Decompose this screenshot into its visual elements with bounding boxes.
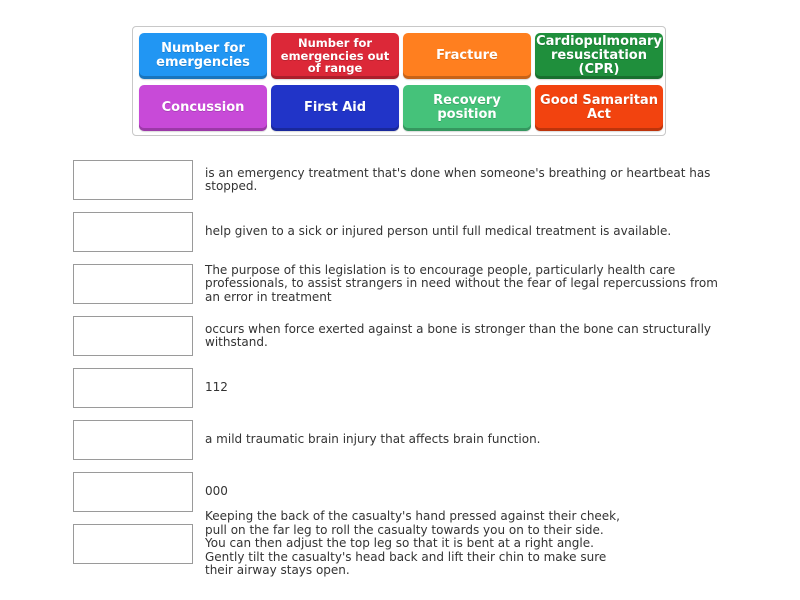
tile-fracture[interactable]: Fracture [403, 33, 531, 79]
match-row [73, 368, 753, 408]
drop-zone[interactable] [73, 160, 193, 200]
match-row [73, 264, 753, 304]
definition-text: 000 [205, 484, 228, 499]
match-row [73, 509, 753, 578]
tile-recovery-position[interactable]: Recovery position [403, 85, 531, 131]
drop-zone[interactable] [73, 368, 193, 408]
definition-text: 112 [205, 380, 228, 395]
drop-zone[interactable] [73, 212, 193, 252]
drop-zone[interactable] [73, 264, 193, 304]
definition-text: a mild traumatic brain injury that affects brain function. [205, 432, 541, 447]
drop-zone[interactable] [73, 420, 193, 460]
definition-text: Keeping the back of the casualty's hand pressed against their cheek, pull on the far leg to roll the casualty towards you on to their side. You can then adjust the top leg so that it is bent at a right angle. Gently tilt the casualty's head back and lift their chin to make sure their airway stays open. [205, 509, 620, 578]
definition-text: help given to a sick or injured person until full medical treatment is available. [205, 224, 672, 239]
drop-zone[interactable] [73, 316, 193, 356]
definition-text: The purpose of this legislation is to encourage people, particularly health care professionals, to assist strangers in need without the fear of legal repercussions from an error in treatment [205, 262, 718, 304]
tile-cpr[interactable]: Cardiopulmonary resuscitation (CPR) [536, 34, 662, 77]
match-row [73, 212, 753, 252]
tile-concussion[interactable]: Concussion [139, 85, 267, 131]
match-row [73, 160, 753, 200]
tile-first-aid[interactable]: First Aid [271, 85, 399, 131]
definition-text: is an emergency treatment that's done when someone's breathing or heartbeat has stopped. [205, 165, 711, 193]
answer-tile-bank [132, 26, 666, 136]
tile-good-samaritan-act[interactable]: Good Samaritan Act [535, 85, 663, 131]
tile-number-for-emergencies[interactable]: Number for emergencies [139, 33, 267, 79]
definition-text: occurs when force exerted against a bone is stronger than the bone can structurally withstand. [205, 321, 712, 349]
tile-number-for-emergencies-out-of-range[interactable]: Number for emergencies out of range [271, 33, 399, 79]
match-row [73, 472, 753, 512]
drop-zone[interactable] [73, 472, 193, 512]
match-row [73, 316, 753, 356]
drop-zone[interactable] [73, 524, 193, 564]
match-row [73, 420, 753, 460]
